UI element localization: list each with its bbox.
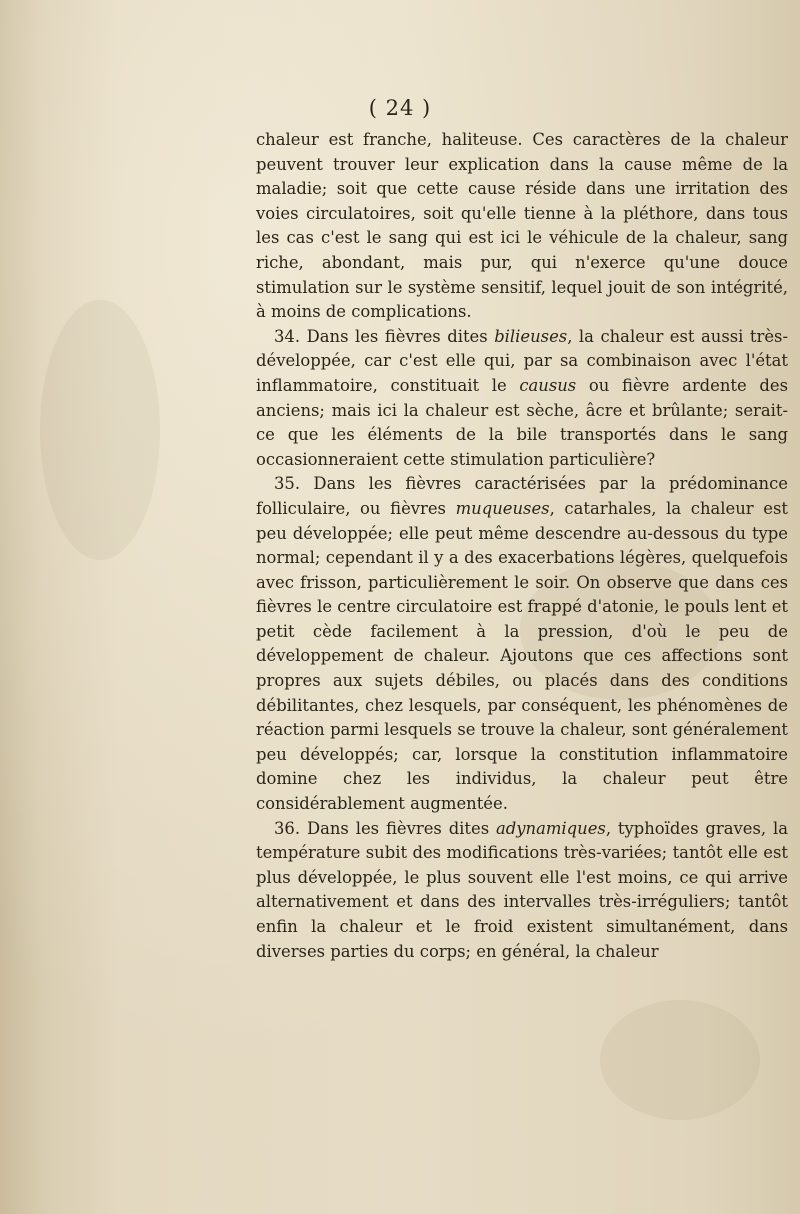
- paragraph-number: 34.: [274, 326, 301, 346]
- paragraph-text: , catarhales, la chaleur est peu développée; elle peut même descendre au-dessous du type normal; cependant il y a des exacerbations légères, quelquefois avec frisson, particulièrement le soir. On observe que dans ces fièvres le centre circulatoire est frappé d'atonie, le pouls lent et petit cède facilement à la pression, d'où le peu de développement de chaleur. Ajoutons que ces affections sont propres aux sujets débiles, ou placés dans des conditions débilitantes, chez lesquels, par conséquent, les phénomènes de réaction parmi lesquels se trouve la chaleur, sont généralement peu développés; car, lorsque la constitution inflammatoire domine chez les individus, la chaleur peut être considérablement augmentée.: [256, 498, 788, 814]
- paragraph-text: Dans les fièvres dites: [300, 326, 495, 346]
- italic-term: adynamiques: [496, 818, 606, 838]
- paragraph-continuation: [256, 128, 788, 325]
- paragraph-text: ou fièvre ardente des anciens; mais ici la chaleur est sèche, âcre et brûlante; serait-ce que les éléments de la bile transportés dans le sang occasionneraient cette stimulation particulière?: [256, 375, 788, 469]
- paragraph-number: 36.: [274, 818, 301, 838]
- paragraph-number: 35.: [274, 474, 301, 494]
- paragraph-34: [256, 325, 788, 473]
- paper-stain: [600, 1000, 760, 1120]
- body-text: [256, 128, 788, 964]
- italic-term: muqueuses: [455, 498, 550, 518]
- paragraph-text: , la chaleur est aussi très-développée, car c'est elle qui, par sa combinaison avec l'état inflammatoire, constituait le: [256, 326, 789, 395]
- paragraph-text: Dans les fièvres caractérisées par la prédominance folliculaire, ou fièvres: [256, 474, 788, 518]
- italic-term: causus: [519, 375, 577, 395]
- paragraph-text: chaleur est franche, haliteuse. Ces caractères de la chaleur peuvent trouver leur explication dans la cause même de la maladie; soit que cette cause réside dans une irritation des voies circulatoires, soit qu'elle tienne à la pléthore, dans tous les cas c'est le sang qui est ici le véhicule de la chaleur, sang riche, abondant, mais pur, qui n'exerce qu'une douce stimulation sur le système sensitif, lequel jouit de son intégrité, à moins de complications.: [256, 130, 788, 322]
- page-number: ( 24 ): [368, 96, 432, 120]
- paragraph-text: Dans les fièvres dites: [300, 818, 497, 838]
- paragraph-text: , typhoïdes graves, la température subit des modifications très-variées; tantôt elle est plus développée, le plus souvent elle l'est moins, ce qui arrive alternativement et dans des intervalles très-irréguliers; tantôt enfin la chaleur et le froid existent simultanément, dans diverses parties du corps; en général, la chaleur: [256, 818, 788, 961]
- paragraph-35: [256, 472, 788, 816]
- paper-stain: [40, 300, 160, 560]
- italic-term: bilieuses: [494, 326, 568, 346]
- paragraph-36: [256, 817, 788, 965]
